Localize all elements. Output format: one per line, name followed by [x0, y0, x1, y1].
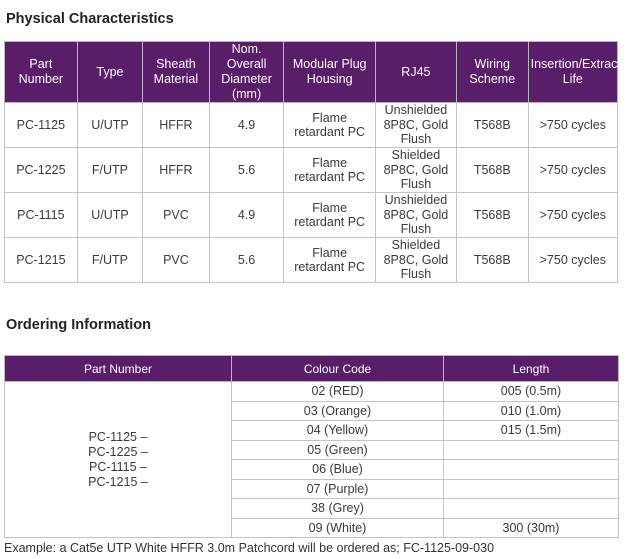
cell-wiring-scheme: T568B: [456, 238, 528, 283]
cell-rj45: Unshielded 8P8C, Gold Flush: [375, 103, 456, 148]
cell-insertion-life: >750 cycles: [528, 148, 617, 193]
cell-part-number: PC-1215: [5, 238, 78, 283]
cell-type: F/UTP: [77, 148, 142, 193]
cell-sheath-material: PVC: [143, 238, 209, 283]
cell-diameter: 5.6: [209, 148, 284, 193]
table-row: [5, 148, 618, 193]
physical-header-row: [5, 42, 618, 103]
cell-insertion-life: >750 cycles: [528, 193, 617, 238]
cell-diameter: 4.9: [209, 193, 284, 238]
ordering-example-text: Example: a Cat5e UTP White HFFR 3.0m Patchcord will be ordered as; FC-1125-09-030: [4, 541, 495, 555]
cell-length: [444, 460, 619, 480]
cell-colour-code: 09 (White): [232, 518, 444, 538]
header-insertion-extraction-life: Insertion/Extraction Life: [528, 42, 617, 103]
cell-insertion-life: >750 cycles: [528, 238, 617, 283]
cell-part-number: PC-1125: [5, 103, 78, 148]
cell-type: U/UTP: [77, 103, 142, 148]
table-row: [5, 103, 618, 148]
cell-rj45: Shielded 8P8C, Gold Flush: [375, 238, 456, 283]
cell-plug-housing: Flame retardant PC: [284, 103, 375, 148]
cell-wiring-scheme: T568B: [456, 103, 528, 148]
header-length: Length: [444, 356, 619, 382]
header-colour-code: Colour Code: [232, 356, 444, 382]
part-number-item: PC-1115 –: [89, 459, 147, 474]
cell-colour-code: 06 (Blue): [232, 460, 444, 480]
cell-plug-housing: Flame retardant PC: [284, 238, 375, 283]
cell-length: 015 (1.5m): [444, 421, 619, 441]
cell-length: [444, 499, 619, 519]
header-type: Type: [77, 42, 142, 103]
cell-diameter: 5.6: [209, 238, 284, 283]
cell-length: 300 (30m): [444, 518, 619, 538]
cell-type: U/UTP: [77, 193, 142, 238]
cell-wiring-scheme: T568B: [456, 148, 528, 193]
cell-rj45: Shielded 8P8C, Gold Flush: [375, 148, 456, 193]
ordering-information-title: Ordering Information: [6, 317, 151, 333]
cell-colour-code: 05 (Green): [232, 440, 444, 460]
cell-plug-housing: Flame retardant PC: [284, 193, 375, 238]
part-number-list: [5, 382, 232, 538]
cell-colour-code: 02 (RED): [232, 382, 444, 402]
cell-sheath-material: HFFR: [143, 148, 209, 193]
cell-colour-code: 03 (Orange): [232, 401, 444, 421]
header-part-number: Part Number: [5, 356, 232, 382]
table-row: [5, 382, 619, 402]
part-number-item: PC-1225 –: [88, 444, 148, 459]
cell-wiring-scheme: T568B: [456, 193, 528, 238]
cell-length: 005 (0.5m): [444, 382, 619, 402]
physical-characteristics-table: [4, 41, 638, 283]
cell-part-number: PC-1115: [5, 193, 78, 238]
cell-length: [444, 440, 619, 460]
ordering-information-table: [4, 355, 619, 538]
cell-part-number: PC-1225: [5, 148, 78, 193]
header-nom-overall-diameter: Nom. Overall Diameter (mm): [209, 42, 284, 103]
cell-sheath-material: HFFR: [143, 103, 209, 148]
cell-colour-code: 38 (Grey): [232, 499, 444, 519]
table-row: [5, 238, 618, 283]
cell-type: F/UTP: [77, 238, 142, 283]
cell-colour-code: 07 (Purple): [232, 479, 444, 499]
cell-plug-housing: Flame retardant PC: [284, 148, 375, 193]
cell-length: 010 (1.0m): [444, 401, 619, 421]
ordering-header-row: [5, 356, 619, 382]
header-rj45: RJ45: [375, 42, 456, 103]
header-sheath-material: Sheath Material: [143, 42, 209, 103]
part-number-item: PC-1125 –: [88, 429, 148, 444]
cell-insertion-life: >750 cycles: [528, 103, 617, 148]
header-part-number: Part Number: [5, 42, 78, 103]
part-number-item: PC-1215 –: [88, 474, 148, 489]
cell-length: [444, 479, 619, 499]
header-wiring-scheme: Wiring Scheme: [456, 42, 528, 103]
cell-rj45: Unshielded 8P8C, Gold Flush: [375, 193, 456, 238]
physical-characteristics-title: Physical Characteristics: [6, 11, 174, 27]
cell-colour-code: 04 (Yellow): [232, 421, 444, 441]
cell-sheath-material: PVC: [143, 193, 209, 238]
table-row: [5, 193, 618, 238]
header-modular-plug-housing: Modular Plug Housing: [284, 42, 375, 103]
cell-diameter: 4.9: [209, 103, 284, 148]
